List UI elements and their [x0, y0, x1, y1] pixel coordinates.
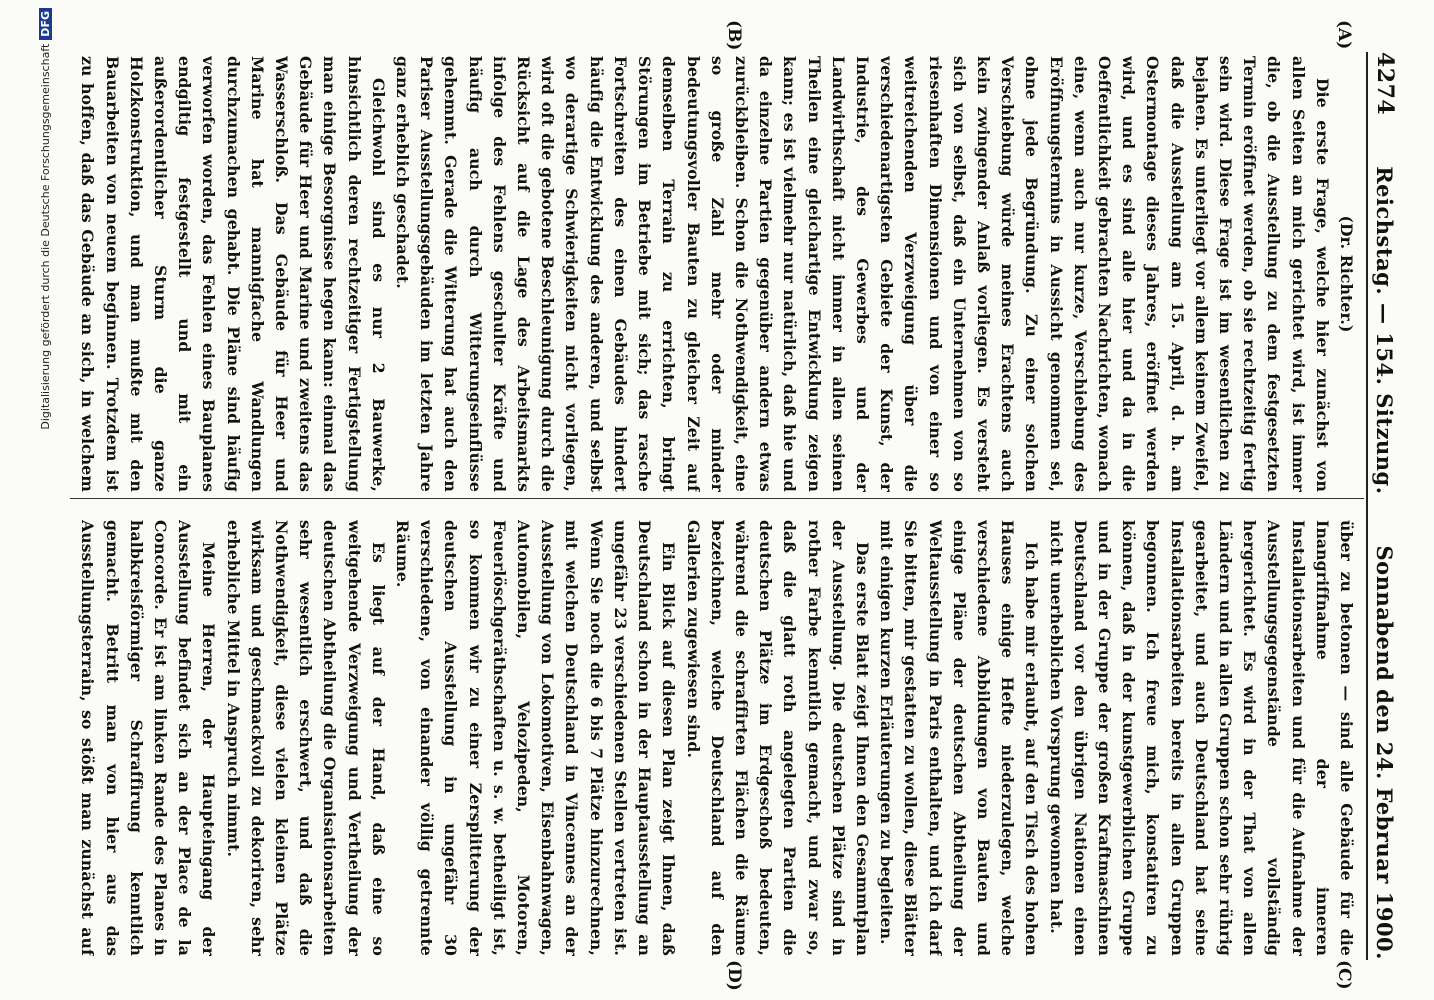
paragraph: Es liegt auf der Hand, daß eine so weitgehende Verzweigung und Vertheilung der deutschen Abtheilung die Organisationsarbeiten sehr wesentlich erschwert, und daß die Nothwendigkeit, diese vielen kleinen Plätze wirksam und geschmackvoll zu dekoriren, sehr erhebliche Mittel in Anspruch nimmt. [223, 520, 388, 956]
header-rule [1366, 52, 1368, 960]
margin-mark-a: (A) [1334, 20, 1354, 50]
margin-mark-c: (C) [1334, 960, 1354, 990]
right-column [74, 520, 1358, 956]
left-column [74, 56, 1358, 492]
column-divider [70, 498, 1364, 499]
page-header [1372, 52, 1412, 960]
paragraph: Das erste Blatt zeigt Ihnen den Gesammtplan der Ausstellung. Die deutschen Plätze sind in rother Farbe kenntlich gemacht, und zwar so, daß die glatt roth angelegten Partien die deutschen Plätze im Erdgeschoß bedeuten, während die schraffirten Flächen die Räume bezeichnen, welche Deutschland auf den Gallerien zugewiesen sind. [683, 520, 872, 956]
speaker-label: (Dr. Richter.) [1337, 215, 1356, 333]
page-number: 4274 [1372, 52, 1398, 116]
margin-mark-d: (D) [724, 960, 744, 991]
paragraph: Ein Blick auf diesen Plan zeigt Ihnen, daß Deutschland schon in der Hauptausstellung an ungefähr 23 verschiedenen Stellen vertreten ist. Wenn Sie noch die 6 bis 7 Plätze hinzurechnen, mit welchen Deutschland in Vincennes an der Ausstellung von Lokomotiven, Eisenbahnwagen, Automobilen, Velozipeden, Motoren, Feuerlöschgeräthschaften u. s. w. betheiligt ist, so kommen wir zu einer Zersplitterung der deutschen Ausstellung in ungefähr 30 verschiedene, von einander völlig getrennte Räume. [393, 520, 679, 956]
dfg-logo: DFG [39, 8, 52, 40]
paragraph: Gleichwohl sind es nur 2 Bauwerke, hinsichtlich deren rechtzeitiger Fertigstellung man einige Besorgnisse hegen kann: einmal das Gebäude für Heer und Marine und zweitens das Wasserschloß. Das Gebäude für Heer und Marine hat mannigfache Wandlungen durchzumachen gehabt. Die Pläne sind häufig verworfen worden, das Fehlen eines Bauplanes endgiltig festgestellt und mit ein außerordentlicher Sturm die ganze Holzkonstruktion, und man mußte mit den Bauarbeiten von neuem beginnen. Trotzdem ist zu hoffen, daß das Gebäude an sich, in welchem [78, 56, 388, 492]
credit-text: Digitalisierung gefördert durch die Deutsche Forschungsgemeinschaft [38, 43, 52, 430]
paragraph: über zu betonen — sind alle Gebäude für die Inangriffnahme der inneren Installationsarbeiten und für die Aufnahme der Ausstellungsgegenstände vollständig hergerichtet. Es wird in der That von allen Ländern und in allen Gruppen schon sehr rührig gearbeitet, und auch Deutschland hat seine Installationsarbeiten bereits in allen Gruppen begonnen. Ich freue mich, konstatiren zu können, daß in der kunstgewerblichen Gruppe und in der Gruppe der großen Kraftmaschinen Deutschland vor den übrigen Nationen einen nicht unerheblichen Vorsprung gewonnen hat. [1046, 520, 1356, 956]
paragraph: Meine Herren, der Haupteingang der Ausstellung befindet sich an der Place de la Concorde. Er ist am linken Rande des Planes in halbkreisförmiger Schraffirung kenntlich gemacht. Betritt man von hier aus das Ausstellungsterrain, so stößt man zunächst auf [78, 520, 219, 956]
header-title: Reichstag. — 154. Sitzung. [1372, 166, 1397, 495]
margin-mark-b: (B) [724, 20, 744, 51]
header-date: Sonnabend den 24. Februar 1900. [1372, 545, 1397, 960]
paragraph: Ich habe mir erlaubt, auf den Tisch des hohen Hauses einige Hefte niederzulegen, welche verschiedene Abbildungen von Bauten und einige Pläne der deutschen Abtheilung der Weltausstellung in Paris enthalten, und ich darf Sie bitten, mir gestatten zu wollen, diese Blätter mit einigen kurzen Erläuterungen zu begleiten. [877, 520, 1042, 956]
digitization-credit [30, 0, 60, 1000]
paragraph: Die erste Frage, welche hier zunächst von allen Seiten an mich gerichtet wird, ist immer die, ob die Ausstellung zu dem festgesetzten Termin eröffnet werden, ob sie rechtzeitig fertig sein wird. Diese Frage ist im wesentlichen zu bejahen. Es unterliegt vor allem keinem Zweifel, daß die Ausstellung am 15. April, d. h. am Ostermontage dieses Jahres, eröffnet werden wird, und es sind alle hier und da in die Oeffentlichkeit gebrachten Nachrichten, wonach eine, wenn auch nur kurze, Verschiebung des Eröffnungstermins in Aussicht genommen sei, ohne jede Begründung. Zu einer solchen Verschiebung würde meines Erachtens auch kein zwingender Anlaß vorliegen. Es versteht sich von selbst, daß ein Unternehmen von so riesenhaften Dimensionen und von einer so weitreichenden Verzweigung über die verschiedenartigsten Gebiete der Kunst, der Industrie, des Gewerbes und der Landwirthschaft nicht immer in allen seinen Theilen eine gleichartige Entwicklung zeigen kann; es ist vielmehr nur natürlich, daß hie und da einzelne Partien gegenüber andern etwas zurückbleiben. Schon die Nothwendigkeit, eine so große Zahl mehr oder minder bedeutungsvoller Bauten zu gleicher Zeit auf demselben Terrain zu errichten, bringt Störungen im Betriebe mit sich; das rasche Fortschreiten des einen Gebäudes hindert häufig die Entwicklung des anderen, und selbst wo derartige Schwierigkeiten nicht vorliegen, wird oft die gebotene Beschleunigung durch die Rücksicht auf die Lage des Arbeitsmarkts infolge des Fehlens geschulter Kräfte und häufig auch durch Witterungseinflüsse gehemmt. Gerade die Witterung hat auch den Pariser Ausstellungsgebäuden im letzten Jahre ganz erheblich geschadet. [393, 56, 1332, 492]
